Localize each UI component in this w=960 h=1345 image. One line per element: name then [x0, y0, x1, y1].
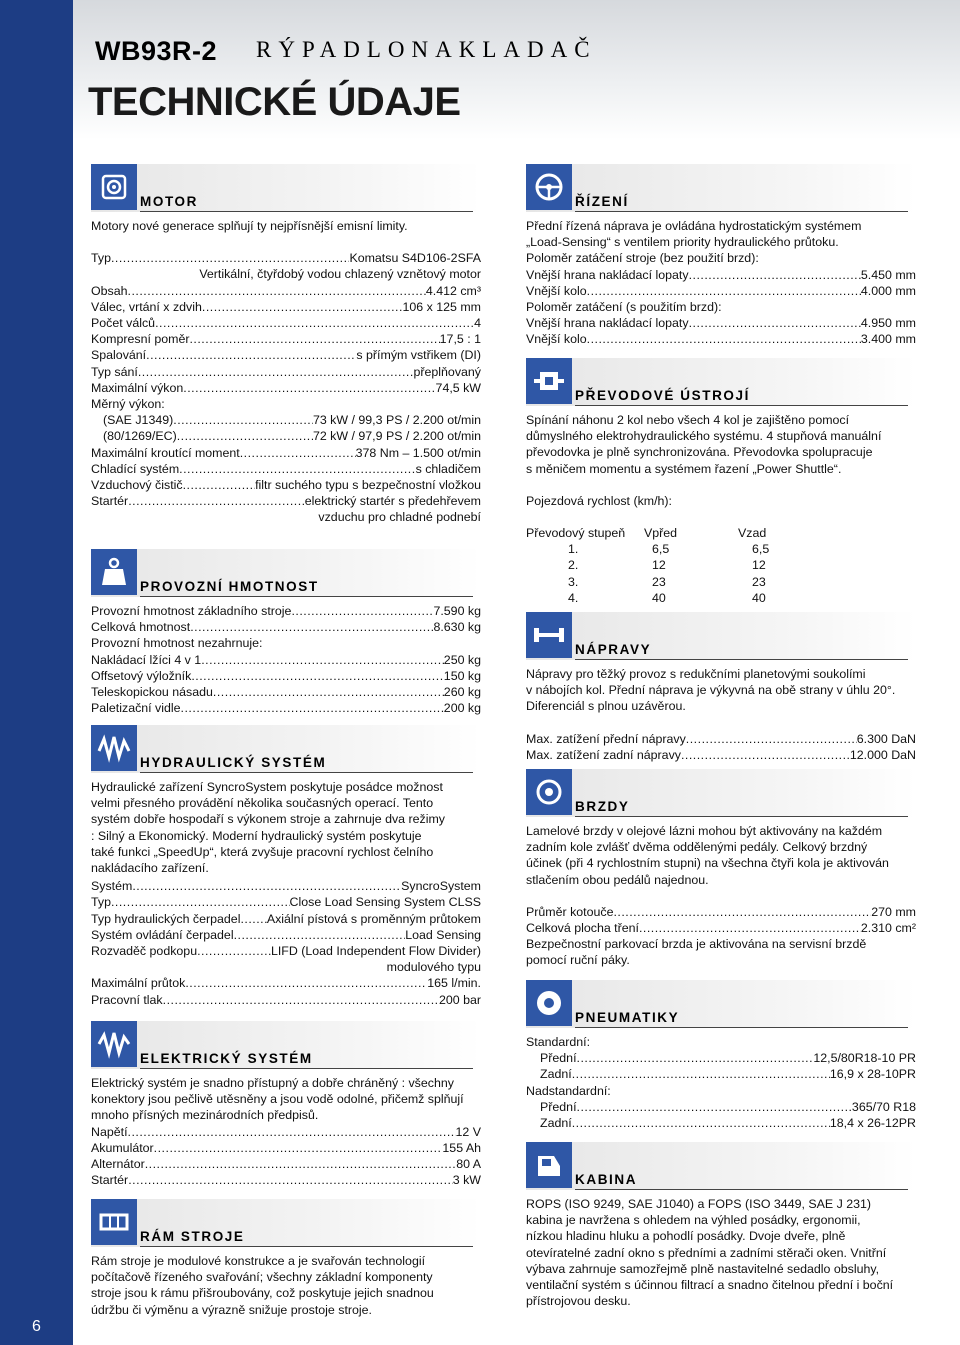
spec-row: [540, 1050, 916, 1066]
text-line: s měničem momentu a systémem řazení „Power Shuttle“.: [526, 461, 842, 476]
spec-value: 250 kg: [443, 652, 481, 667]
spec-row: [91, 283, 481, 299]
text-line: údržbu či výměnu a výrazně snižuje prostoje stroje.: [91, 1302, 372, 1317]
gear-table: [526, 525, 769, 606]
spec-value: 12.000 DaN: [849, 747, 916, 762]
spec-row: [91, 911, 481, 927]
dot-leader: [202, 299, 403, 315]
section-brakes: [526, 769, 916, 969]
spec-row: [91, 603, 481, 619]
section-header: [91, 725, 481, 773]
electric-wave-icon: [91, 1021, 137, 1067]
brake-icon: [526, 769, 572, 815]
text-line: velmi přesného provádění několika současných operací. Tento: [91, 796, 434, 811]
spec-row: [91, 1140, 481, 1156]
dot-leader: [613, 904, 871, 920]
dot-leader: [577, 1099, 852, 1115]
text-line: systém dobře hospodaří s výkonem stroje a zahrnuje dva režimy: [91, 812, 445, 827]
gear-cell: 12: [752, 558, 766, 573]
text-line: Spínání náhonu 2 kol nebo všech 4 kol je zajištěno pomocí: [526, 413, 850, 427]
section-axles: [526, 612, 916, 763]
spec-row: [91, 652, 481, 668]
spec-value: 165 l/min.: [427, 976, 481, 991]
section-title: PNEUMATIKY: [575, 1010, 680, 1025]
text-line: „Load-Sensing“ s ventilem priority hydraulického průtoku.: [526, 235, 839, 250]
dot-leader: [213, 684, 444, 700]
spec-value: 155 Ah: [442, 1140, 481, 1155]
spec-label: Zadní: [540, 1067, 572, 1082]
dot-leader: [146, 347, 356, 363]
spec-label: Alternátor: [91, 1157, 145, 1172]
spec-value: 8.630 kg: [433, 620, 481, 635]
dot-leader: [201, 652, 444, 668]
spec-value: 6.300 DaN: [856, 731, 916, 746]
spec-row: Typ ..... Komatsu S4D106-2SFA: [91, 250, 481, 266]
spec-value: s chladičem: [415, 461, 481, 476]
spec-label: Max. zatížení zadní nápravy: [526, 747, 681, 762]
spec-value: 12 V: [455, 1124, 481, 1139]
table-header: Převodový stupeň: [526, 526, 626, 541]
tyre-icon: [526, 980, 572, 1026]
dot-leader: [138, 364, 414, 380]
section-title: PROVOZNÍ HMOTNOST: [140, 579, 319, 594]
table-header: Vpřed: [644, 526, 678, 541]
spec-label: Spalování: [91, 348, 147, 363]
text-line: mnoho přísných mezinárodních předpisů.: [91, 1108, 319, 1123]
spec-label: Vnější kolo: [526, 332, 587, 347]
section-steering: [526, 164, 916, 348]
spec-row: [526, 283, 916, 299]
gear-cell: 23: [652, 574, 666, 589]
section-title: MOTOR: [140, 194, 198, 209]
dot-leader: [177, 428, 313, 444]
gear-row: [526, 541, 769, 557]
section-transmission: [526, 358, 916, 606]
spec-label: Kompresní poměr: [91, 332, 190, 347]
spec-label: Nakládací lžíci 4 v 1: [91, 652, 202, 667]
text-line: Hydraulické zařízení SyncroSystem poskytuje posádce možnost: [91, 780, 443, 794]
dot-leader: [191, 668, 443, 684]
dot-leader: [189, 331, 439, 347]
text-line: Přední řízená náprava je ovládána hydrostatickým systémem: [526, 219, 862, 233]
spec-row: [91, 461, 481, 477]
spec-subheading: Nadstandardní:: [526, 1083, 611, 1098]
spec-value: 200 bar: [438, 992, 481, 1007]
gear-cell: 40: [652, 590, 666, 605]
spec-label: Typ sání: [91, 364, 138, 379]
gear-cell: 4.: [568, 590, 579, 605]
section-header: [526, 612, 916, 660]
dot-leader: [173, 412, 313, 428]
table-header-row: [526, 525, 769, 541]
spec-label: Chladící systém: [91, 461, 180, 476]
spec-label: Akumulátor: [91, 1140, 154, 1155]
spec-continuation: Vertikální, čtyřdobý vodou chlazený vznětový motor: [199, 267, 481, 282]
spec-subheading: Standardní:: [526, 1035, 591, 1049]
spec-value: LIFD (Load Independent Flow Divider): [270, 944, 481, 959]
spec-row: [91, 347, 481, 363]
spec-label: Paletizační vidle: [91, 701, 181, 716]
text-line: Diferenciál s plnou uzávěrou.: [526, 699, 686, 714]
text-line: Lamelové brzdy v olejové lázni mohou být aktivovány na každém: [526, 824, 883, 838]
dot-leader: [291, 603, 433, 619]
page-title: TECHNICKÉ ÚDAJE: [88, 80, 461, 124]
spec-label: Průměr kotouče: [526, 904, 614, 919]
spec-value: s přímým vstřikem (DI): [356, 348, 481, 363]
page-number: 6: [32, 1318, 41, 1335]
spec-row: [91, 927, 481, 943]
spec-value: elektrický startér s předehřevem: [304, 494, 481, 509]
spec-row: [91, 894, 481, 910]
section-header: [526, 769, 916, 817]
spec-row: [526, 731, 916, 747]
dot-leader: [577, 1050, 814, 1066]
text-line: ventilační systém s účinnou filtrací a snadno čitelnou přední i boční: [526, 1278, 894, 1293]
dot-leader: [185, 975, 427, 991]
spec-label: Maximální výkon: [91, 380, 184, 395]
steering-wheel-icon: [526, 164, 572, 210]
spec-label: Pracovní tlak: [91, 992, 163, 1007]
dot-leader: [572, 1115, 830, 1131]
spec-row: [91, 943, 481, 959]
spec-label: Celková hmotnost: [91, 620, 191, 635]
spec-row: [91, 1124, 481, 1140]
spec-label: Vnější kolo: [526, 283, 587, 298]
spec-row: [91, 619, 481, 635]
spec-row: [91, 445, 481, 461]
section-header: [526, 164, 916, 212]
spec-value: 5.450 mm: [860, 267, 916, 282]
spec-label: Teleskopickou násadu: [91, 685, 213, 700]
text-line: nakládacího zařízení.: [91, 861, 209, 876]
spec-value: 150 kg: [443, 668, 481, 683]
section-header: [526, 358, 916, 406]
dot-leader: [240, 445, 356, 461]
dot-leader: [197, 943, 271, 959]
spec-continuation: vzduchu pro chladné podnebí: [318, 510, 481, 525]
spec-label: Vzduchový čistič: [91, 478, 183, 493]
spec-label: Napětí: [91, 1124, 128, 1139]
dot-leader: [183, 380, 435, 396]
section-header: [91, 164, 481, 212]
text-line: Elektrický systém je snadno přístupný a dobře chráněný : všechny: [91, 1076, 454, 1090]
spec-value: 270 mm: [871, 904, 916, 919]
section-header: [526, 1142, 916, 1190]
spec-label: Systém: [91, 879, 133, 894]
spec-value: 3 kW: [452, 1173, 481, 1188]
dot-leader: [183, 477, 255, 493]
spec-row: [540, 1066, 916, 1082]
section-header: [91, 1199, 481, 1247]
text-line: ROPS (ISO 9249, SAE J1040) a FOPS (ISO 3449, SAE J 231): [526, 1197, 872, 1211]
dot-leader: [128, 1172, 453, 1188]
spec-value: 72 kW / 97,9 PS / 2.200 ot/min: [312, 429, 481, 444]
spec-row: [91, 975, 481, 991]
spec-row: [526, 920, 916, 936]
section-weight: [91, 549, 481, 716]
section-title: NÁPRAVY: [575, 642, 652, 657]
spec-row: [540, 1115, 916, 1131]
section-title: PŘEVODOVÉ ÚSTROJÍ: [575, 388, 750, 403]
gear-row: [526, 574, 769, 590]
text-line: Bezpečnostní parkovací brzda je aktivována na servisní brzdě: [526, 937, 867, 952]
dot-leader: [145, 1156, 456, 1172]
spec-label: Maximální průtok: [91, 976, 186, 991]
dot-leader: [681, 747, 850, 763]
section-header: [91, 549, 481, 597]
spec-value: 3.400 mm: [860, 332, 916, 347]
spec-value: 4.412 cm³: [425, 283, 481, 298]
spec-label: Max. zatížení přední nápravy: [526, 731, 686, 746]
section-cab: [526, 1142, 916, 1309]
spec-value: přeplňovaný: [413, 364, 481, 379]
dot-leader: [132, 878, 401, 894]
spec-subheading: Měrný výkon:: [91, 397, 165, 412]
spec-value: SyncroSystem: [401, 879, 481, 894]
axle-icon: [526, 612, 572, 658]
spec-value: Close Load Sensing System CLSS: [289, 895, 481, 910]
hydraulic-wave-icon: [91, 725, 137, 771]
spec-value: 74,5 kW: [435, 380, 481, 395]
dot-leader: [240, 911, 266, 927]
text-line: pomocí ruční páky.: [526, 953, 630, 968]
spec-row: [91, 684, 481, 700]
spec-label: Offsetový výložník: [91, 668, 192, 683]
spec-label: Systém ovládání čerpadel: [91, 927, 234, 942]
spec-row: [91, 1156, 481, 1172]
section-frame: [91, 1199, 481, 1318]
dot-leader: [234, 927, 406, 943]
text-line: nízkou hladinu hluku a pohodlí posádky. Dvoje dveře, plně: [526, 1229, 846, 1244]
text-line: převodovka je plně synchronizována. Převodovka spolupracuje: [526, 445, 873, 460]
spec-value: 2.310 cm²: [860, 921, 916, 936]
text-line: kabina je navržena s ohledem na výhled posádky, ergonomii,: [526, 1213, 861, 1228]
dot-leader: [686, 731, 857, 747]
spec-value: Axiální pístová s proměnným průtokem: [266, 911, 481, 926]
text-line: Rám stroje je modulové konstrukce a je svařován technologií: [91, 1254, 426, 1268]
dot-leader: [689, 267, 861, 283]
gear-cell: 6,5: [652, 542, 670, 557]
text-line: konektory jsou pečlivě utěsněny a jsou vodě odolné, přičemž splňují: [91, 1092, 464, 1107]
spec-value: 4: [474, 316, 481, 331]
spec-label: Startér: [91, 494, 129, 509]
text-line: účinek (při 4 rychlostním stupni) na všechna čtyři kola je aktivován: [526, 856, 889, 871]
spec-label: Provozní hmotnost základního stroje: [91, 604, 292, 618]
cab-icon: [526, 1142, 572, 1188]
text-line: Poloměr zatáčení stroje (bez použití brzd):: [526, 251, 759, 266]
dot-leader: [587, 283, 861, 299]
gear-cell: 2.: [568, 558, 579, 573]
spec-label: (80/1269/EC): [103, 429, 177, 444]
spec-label: Typ hydraulických čerpadel: [91, 911, 241, 926]
section-title: ELEKTRICKÝ SYSTÉM: [140, 1051, 313, 1066]
spec-value: 17,5 : 1: [439, 332, 481, 347]
spec-value: 260 kg: [443, 685, 481, 700]
spec-row: [91, 364, 481, 380]
text-line: Nápravy pro těžký provoz s redukčními planetovými soukolími: [526, 667, 866, 681]
spec-value: 365/70 R18: [851, 1099, 916, 1114]
spec-row: [540, 1099, 916, 1115]
dot-leader: [155, 315, 474, 331]
spec-row: [91, 493, 481, 509]
section-header: [91, 1021, 481, 1069]
gear-row: [526, 557, 769, 573]
dot-leader: [128, 493, 305, 509]
spec-label: Přední: [540, 1051, 577, 1066]
dot-leader: [154, 1140, 443, 1156]
spec-label: Celková plocha tření: [526, 921, 639, 936]
spec-label: Zadní: [540, 1116, 572, 1131]
spec-row: [526, 315, 916, 331]
motor-intro: Motory nové generace splňují ty nejpřísnější emisní limity.: [91, 219, 408, 233]
spec-row: [91, 331, 481, 347]
gear-cell: 3.: [568, 574, 579, 589]
page-sidebar: [0, 0, 73, 1345]
section-tyres: [526, 980, 916, 1131]
spec-label: (SAE J1349): [103, 413, 174, 428]
spec-label: Vnější hrana nakládací lopaty: [526, 267, 689, 282]
spec-row: [91, 878, 481, 894]
text-line: výbava zahrnuje samozřejmě plně nastavitelné sedadlo obsluhy,: [526, 1261, 880, 1276]
spec-label: Přední: [540, 1099, 577, 1114]
spec-value: 18,4 x 26-12PR: [829, 1116, 916, 1131]
dot-leader: [190, 619, 433, 635]
spec-value: filtr suchého typu s bezpečnostní vložkou: [255, 478, 481, 493]
spec-row: [91, 380, 481, 396]
transmission-icon: [526, 358, 572, 404]
spec-value: 7.590 kg: [433, 604, 481, 618]
spec-row: [526, 331, 916, 347]
text-line: stlačením obou pedálů najednou.: [526, 872, 709, 887]
section-title: ŘÍZENÍ: [575, 194, 629, 209]
spec-row: [91, 477, 481, 493]
gear-cell: 1.: [568, 542, 579, 557]
spec-label: Válec, vrtání x zdvih: [91, 299, 202, 314]
section-motor: [91, 164, 481, 526]
spec-label: Maximální kroutící moment: [91, 445, 240, 460]
spec-label: Rozvaděč podkopu: [91, 944, 198, 959]
spec-row: [526, 904, 916, 920]
spec-label: Počet válců: [91, 316, 156, 331]
gear-cell: 12: [652, 558, 666, 573]
model-name: WB93R-2: [95, 36, 218, 66]
dot-leader: [128, 1124, 456, 1140]
spec-row: [91, 299, 481, 315]
gear-cell: 40: [752, 590, 766, 605]
weight-icon: [91, 549, 137, 595]
text-line: : Silný a Ekonomický. Moderní hydraulický systém poskytuje: [91, 828, 422, 843]
spec-value: Load Sensing: [405, 927, 481, 942]
frame-icon: [91, 1199, 137, 1245]
text-line: otevíratelné zadní okno s předními a zadními stěrači oken. Vnitřní: [526, 1245, 887, 1260]
spec-value: 106 x 125 mm: [402, 299, 481, 314]
spec-row: [103, 412, 481, 428]
dot-leader: [587, 331, 861, 347]
spec-value: 80 A: [456, 1157, 481, 1172]
gear-cell: 6,5: [752, 542, 770, 557]
dot-leader: [179, 461, 415, 477]
dot-leader: [181, 700, 444, 716]
spec-row: [91, 700, 481, 716]
gear-cell: 23: [752, 574, 766, 589]
spec-row: [526, 267, 916, 283]
dot-leader: [111, 894, 290, 910]
text-line: přístrojovou desku.: [526, 1294, 631, 1309]
spec-row: [91, 315, 481, 331]
section-header: [526, 980, 916, 1028]
spec-row: [91, 992, 481, 1008]
spec-value: 73 kW / 99,3 PS / 2.200 ot/min: [312, 413, 481, 428]
spec-label: Typ: [91, 895, 111, 910]
section-electrical: [91, 1021, 481, 1188]
spec-label: Vnější hrana nakládací lopaty: [526, 316, 689, 331]
spec-value: 378 Nm – 1.500 ot/min: [355, 445, 481, 460]
section-hydraulics: [91, 725, 481, 1008]
spec-continuation: modulového typu: [386, 960, 481, 975]
speed-label: Pojezdová rychlost (km/h):: [526, 493, 672, 508]
spec-subheading: Poloměr zatáčení (s použitím brzd):: [526, 300, 722, 315]
dot-leader: [689, 315, 861, 331]
engine-icon: [91, 164, 137, 210]
spec-label: Obsah: [91, 283, 128, 298]
gear-row: [526, 590, 769, 606]
spec-value: 16,9 x 28-10PR: [829, 1067, 916, 1082]
section-title: HYDRAULICKÝ SYSTÉM: [140, 755, 327, 770]
dot-leader: [163, 992, 439, 1008]
text-line: stroje jsou k rámu přišroubovány, což poskytuje jejich snadnou: [91, 1286, 434, 1301]
spec-subheading: Provozní hmotnost nezahrnuje:: [91, 636, 263, 651]
spec-value: 4.000 mm: [860, 283, 916, 298]
spec-row: [526, 747, 916, 763]
text-line: počítačově řízeného svařování; všechny základní komponenty: [91, 1270, 433, 1285]
spec-row: [103, 428, 481, 444]
spec-label: Startér: [91, 1173, 129, 1188]
product-subtitle: RÝPADLONAKLADAČ: [256, 37, 597, 62]
text-line: v nábojích kol. Přední náprava je výkyvná na obě strany v úhlu 20°.: [526, 683, 896, 698]
section-title: RÁM STROJE: [140, 1229, 245, 1244]
dot-leader: [639, 920, 861, 936]
dot-leader: [572, 1066, 830, 1082]
text-line: také funkci „SpeedUp“, která zvyšuje pracovní rychlost čelního: [91, 844, 434, 859]
table-header: Vzad: [738, 526, 767, 541]
spec-value: 12,5/80R18-10 PR: [813, 1051, 916, 1066]
spec-value: 4.950 mm: [860, 316, 916, 331]
spec-value: 200 kg: [443, 701, 481, 716]
text-line: zadním kole zvlášť dvěma oddělenými pedály. Celkový brzdný: [526, 840, 868, 855]
spec-row: [91, 1172, 481, 1188]
dot-leader: [128, 283, 426, 299]
section-title: BRZDY: [575, 799, 630, 814]
text-line: důmyslného elektrohydraulického systému. 4 stupňová manuální: [526, 429, 882, 444]
spec-row: [91, 668, 481, 684]
section-title: KABINA: [575, 1172, 638, 1187]
